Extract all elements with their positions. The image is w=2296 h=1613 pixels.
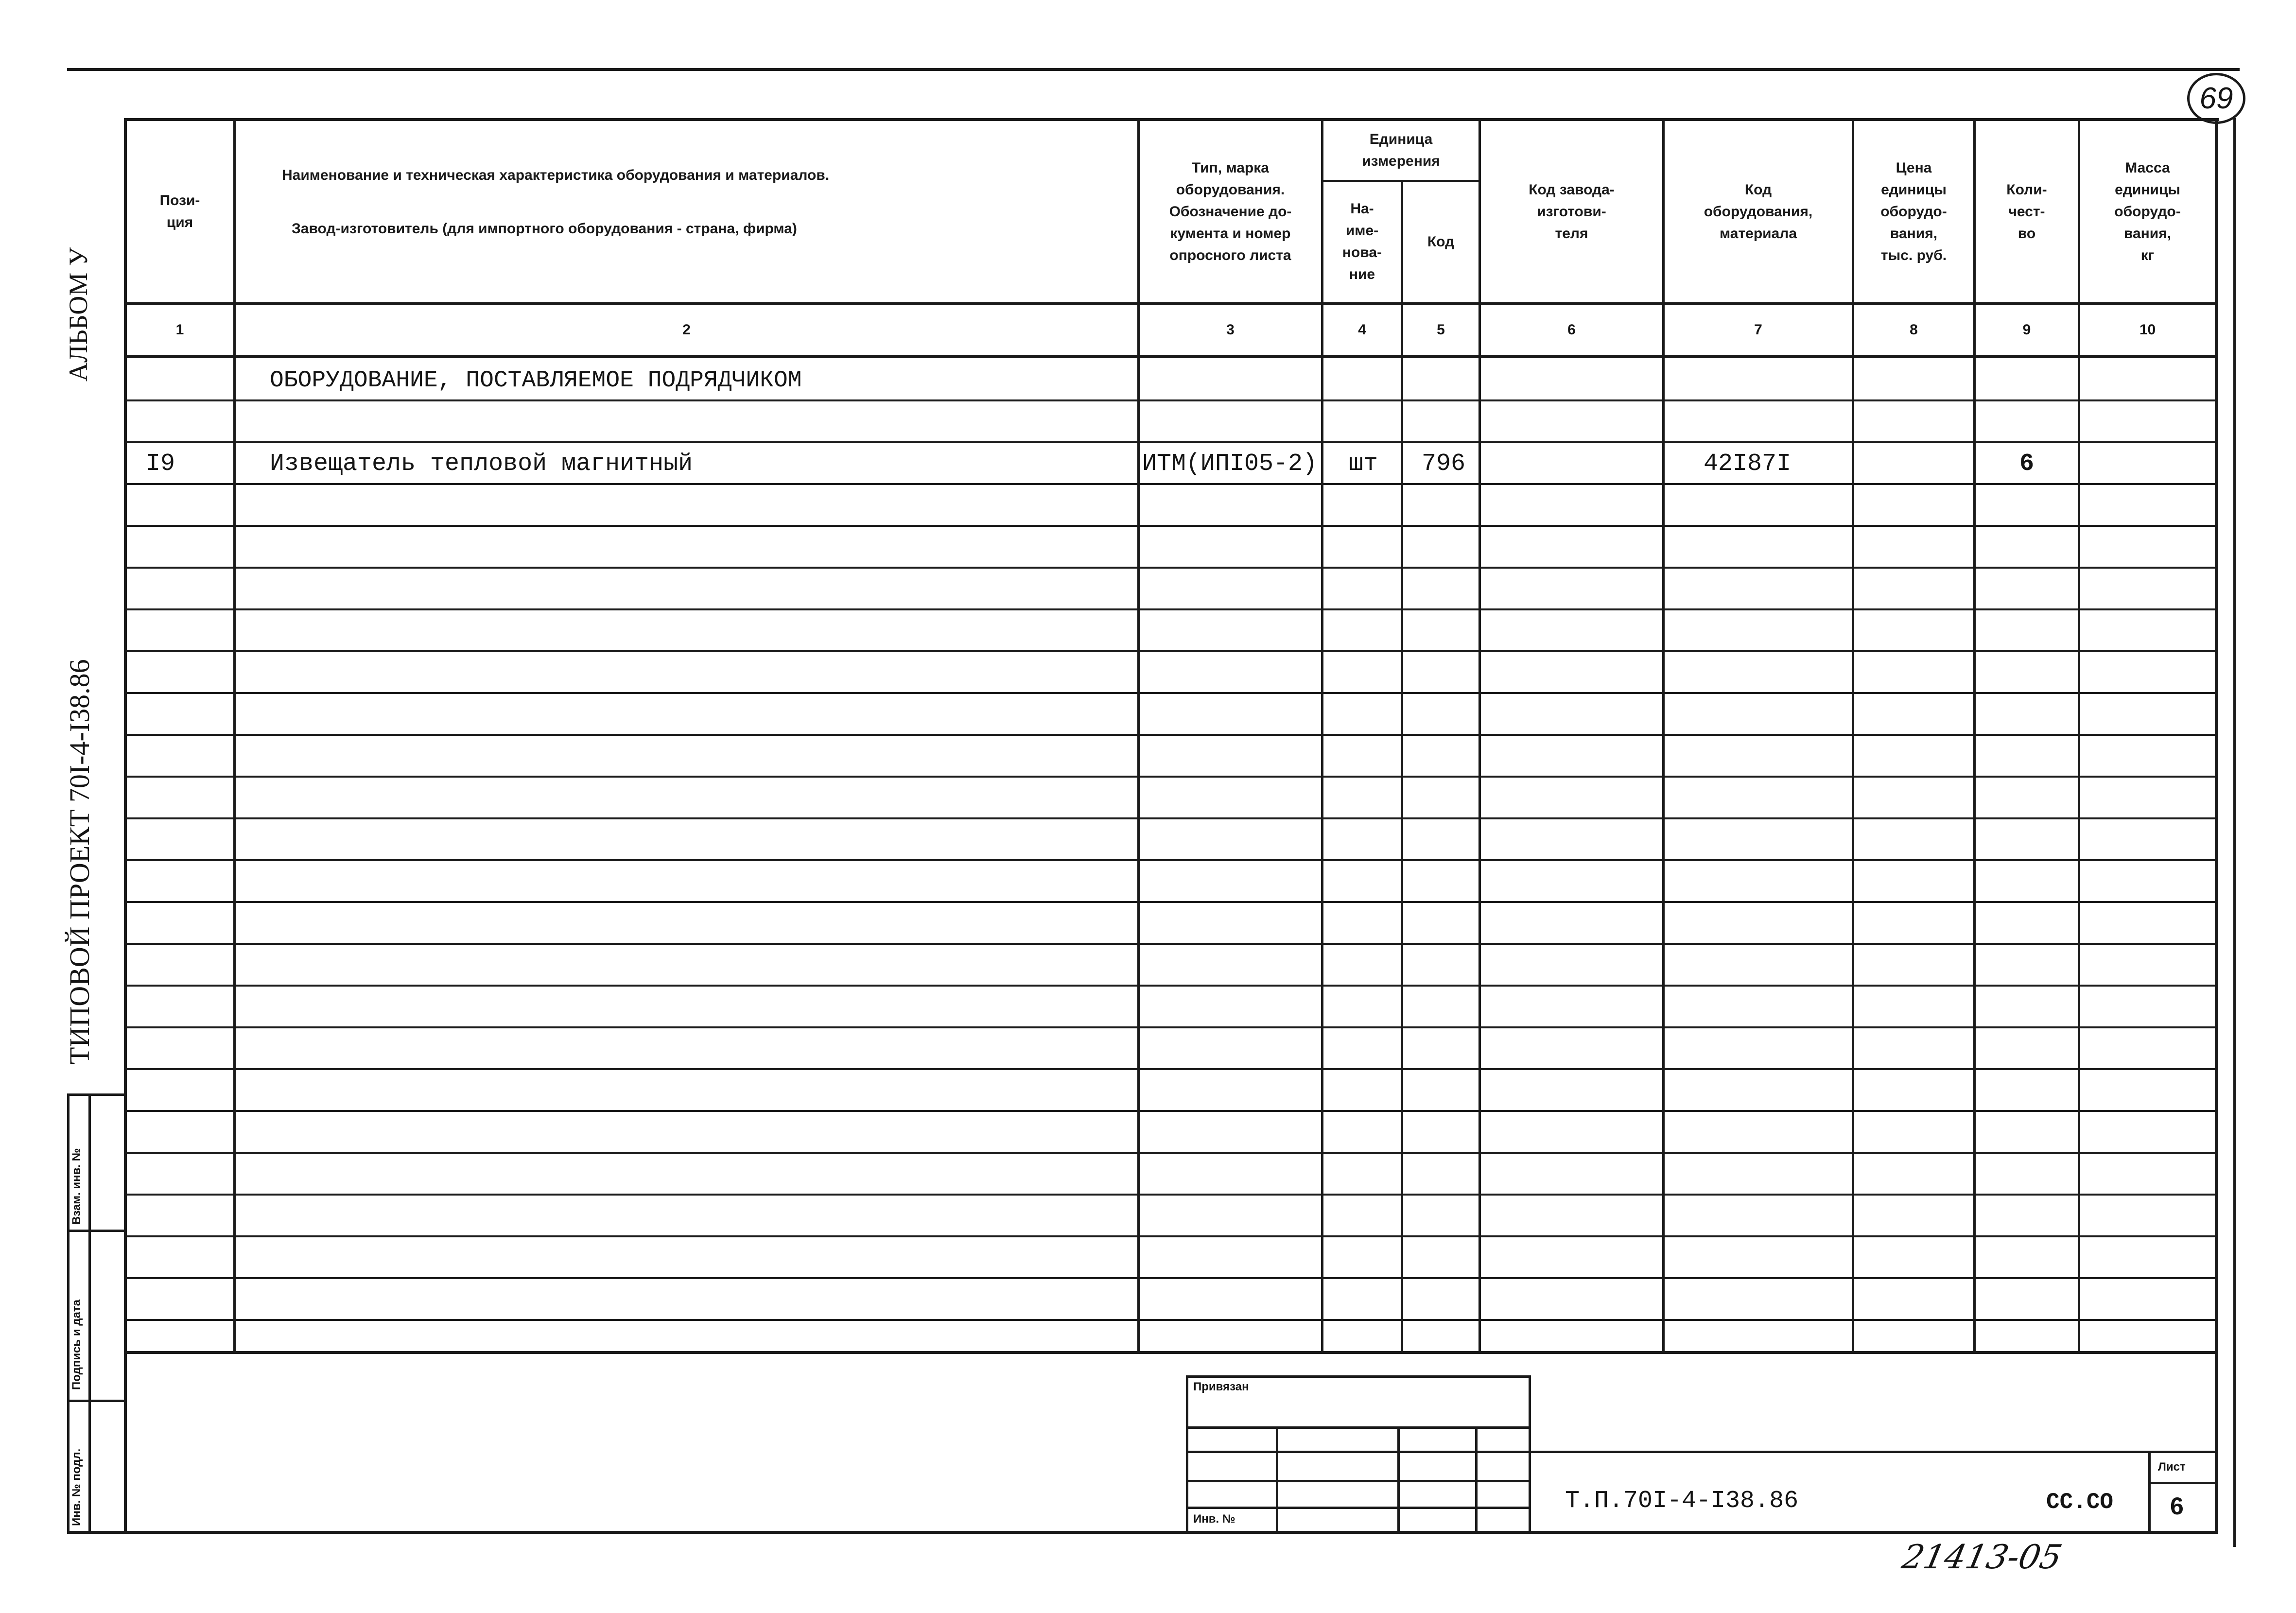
header-name-line1: Наименование и техническая характеристика оборудования и материалов. bbox=[282, 167, 830, 183]
tb-col bbox=[1475, 1426, 1478, 1533]
tb-rule bbox=[1186, 1451, 2216, 1453]
stamp-signature-date: Подпись и дата bbox=[70, 1300, 83, 1390]
margin-line bbox=[67, 1093, 70, 1533]
header-unit-name: На- име- нова- ние bbox=[1342, 201, 1382, 282]
frame-bottom bbox=[67, 1531, 2218, 1534]
row-quantity: 6 bbox=[2019, 450, 2035, 478]
table-bottom-rule bbox=[124, 1351, 2216, 1354]
header-equipment-code: Код оборудования, материала bbox=[1704, 181, 1813, 242]
section-title: ОБОРУДОВАНИЕ, ПОСТАВЛЯЕМОЕ ПОДРЯДЧИКОМ bbox=[270, 367, 802, 394]
colnum-bottom-rule bbox=[124, 355, 2216, 358]
row-unit-name: шт bbox=[1349, 450, 1378, 478]
tb-rule bbox=[1186, 1480, 1531, 1482]
sheet-label: Лист bbox=[2158, 1460, 2186, 1474]
tb-sheet-box bbox=[2148, 1482, 2216, 1484]
colnum-8: 8 bbox=[1910, 322, 1918, 338]
row-rule bbox=[124, 567, 2216, 569]
colnum-10: 10 bbox=[2139, 322, 2156, 338]
tb-box bbox=[1186, 1375, 1531, 1378]
row-rule bbox=[124, 608, 2216, 610]
colnum-5: 5 bbox=[1437, 322, 1445, 338]
tb-col bbox=[1397, 1426, 1400, 1533]
header-name-line2: Завод-изготовитель (для импортного оборудования - страна, фирма) bbox=[292, 220, 797, 237]
header-maker-code: Код заводa- изготови- теля bbox=[1529, 181, 1615, 242]
row-rule bbox=[124, 525, 2216, 527]
handwritten-number: 21413-05 bbox=[1898, 1538, 2066, 1577]
header-unit-group: Единица измерения bbox=[1362, 131, 1440, 169]
stamp-replace-inv: Взам. инв. № bbox=[70, 1148, 83, 1225]
row-rule bbox=[124, 650, 2216, 652]
row-rule bbox=[124, 1068, 2216, 1070]
row-type-mark: ИТМ(ИПI05-2) bbox=[1142, 450, 1318, 478]
row-rule bbox=[124, 1319, 2216, 1321]
row-unit-code: 796 bbox=[1422, 450, 1466, 478]
row-rule bbox=[124, 1194, 2216, 1196]
tb-box bbox=[1529, 1375, 1531, 1533]
row-rule bbox=[124, 776, 2216, 778]
sheet-badge: 69 bbox=[2187, 73, 2245, 124]
row-rule bbox=[124, 901, 2216, 903]
album-label: АЛЬБОМ У bbox=[64, 247, 93, 382]
bound-label: Привязан bbox=[1193, 1380, 1249, 1393]
header-unit-mass: Масса единицы оборудо- вания, кг bbox=[2114, 159, 2181, 263]
row-rule bbox=[124, 1235, 2216, 1237]
top-rule bbox=[67, 68, 2240, 71]
header-quantity: Коли- чест- во bbox=[2006, 181, 2047, 242]
row-rule bbox=[124, 1152, 2216, 1154]
row-rule bbox=[124, 943, 2216, 945]
stamp-rule bbox=[67, 1400, 125, 1402]
colnum-4: 4 bbox=[1358, 322, 1366, 338]
frame-top bbox=[124, 118, 2219, 121]
sheet-number: 6 bbox=[2170, 1492, 2184, 1520]
row-rule bbox=[124, 1026, 2216, 1028]
header-unit-code: Код bbox=[1427, 233, 1455, 250]
tb-sheet-box bbox=[2148, 1451, 2151, 1533]
stamp-original-inv: Инв. № подл. bbox=[70, 1448, 83, 1526]
row-rule bbox=[124, 734, 2216, 736]
stamp-rule bbox=[67, 1230, 125, 1232]
row-name: Извещатель тепловой магнитный bbox=[270, 450, 693, 478]
row-rule bbox=[124, 817, 2216, 819]
row-rule bbox=[124, 1277, 2216, 1279]
frame-right-outer bbox=[2233, 118, 2236, 1547]
tb-rule bbox=[1186, 1426, 1531, 1429]
row-equipment-code: 42I87I bbox=[1704, 450, 1792, 478]
colnum-1: 1 bbox=[175, 322, 184, 338]
stamp-divider bbox=[88, 1093, 91, 1533]
row-rule bbox=[124, 692, 2216, 694]
tb-box bbox=[1186, 1375, 1188, 1533]
header-position: Пози- ция bbox=[159, 192, 200, 230]
colnum-3: 3 bbox=[1226, 322, 1235, 338]
stamp-rule bbox=[67, 1093, 125, 1096]
project-label: ТИПОВОЙ ПРОЕКТ 70I-4-I38.86 bbox=[64, 659, 95, 1064]
tb-rule bbox=[1186, 1507, 1531, 1509]
colnum-2: 2 bbox=[682, 322, 691, 338]
header-type-mark: Тип, марка оборудования. Обозначение до- кумента и номер опросного листа bbox=[1169, 159, 1292, 263]
row-rule bbox=[124, 859, 2216, 861]
colnum-6: 6 bbox=[1567, 322, 1576, 338]
row-rule bbox=[124, 1110, 2216, 1112]
tb-col bbox=[1276, 1426, 1278, 1533]
inv-label: Инв. № bbox=[1193, 1512, 1235, 1526]
document-code: Т.П.70I-4-I38.86 bbox=[1565, 1487, 1799, 1515]
row-position: I9 bbox=[146, 450, 175, 478]
colnum-9: 9 bbox=[2022, 322, 2031, 338]
header-unit-price: Цена единицы оборудо- вания, тыс. руб. bbox=[1880, 159, 1947, 263]
colnum-7: 7 bbox=[1754, 322, 1762, 338]
document-mark: СС.СО bbox=[2046, 1490, 2114, 1515]
row-rule bbox=[124, 985, 2216, 987]
